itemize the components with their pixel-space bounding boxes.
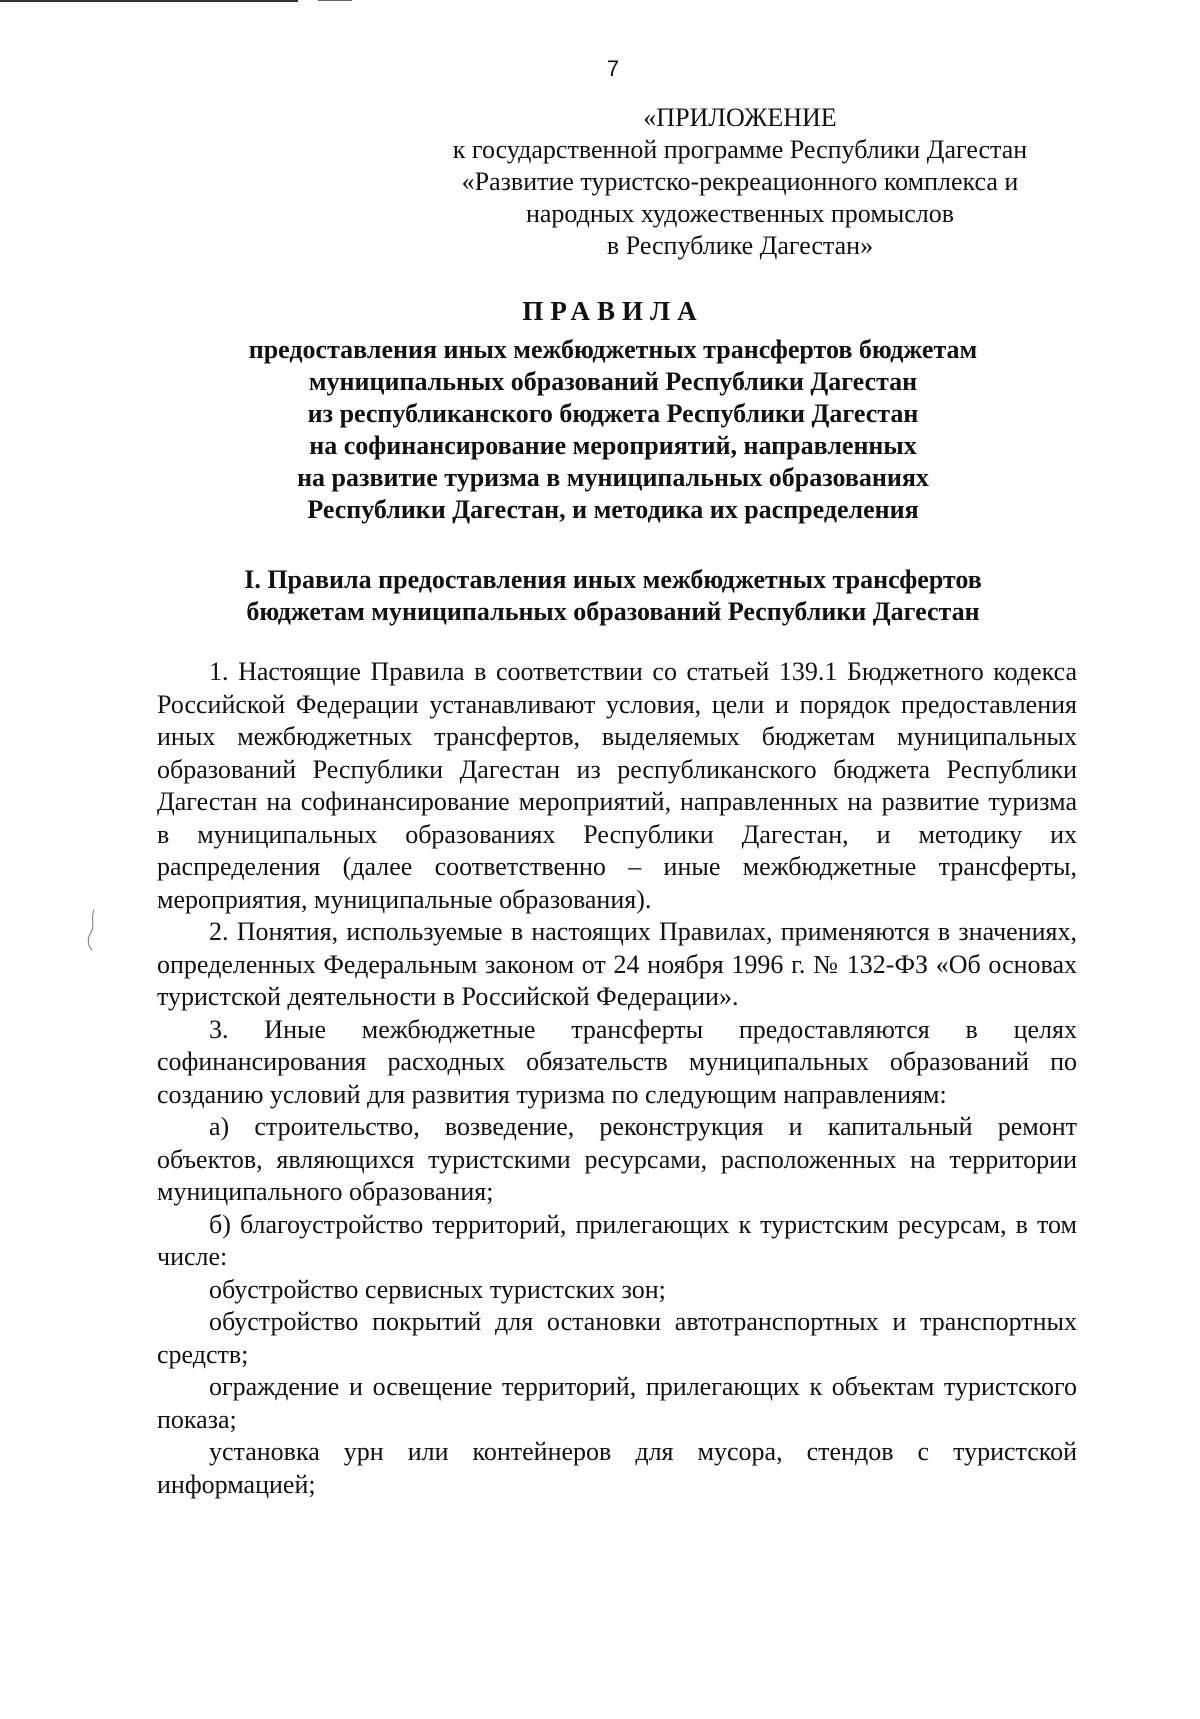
page-number: 7 xyxy=(606,56,620,81)
subtitle-line: предоставления иных межбюджетных трансфертов бюджетам xyxy=(248,335,978,364)
subtitle-line: на софинансирование мероприятий, направленных xyxy=(309,431,917,460)
paragraph: обустройство сервисных туристских зон; xyxy=(209,1274,666,1304)
subtitle-line: муниципальных образований Республики Дагестан xyxy=(308,367,918,396)
paragraph: б) благоустройство территорий, прилегающих к туристским ресурсам, в том числе: xyxy=(157,1209,1077,1271)
appendix-line: к государственной программе Республики Дагестан xyxy=(452,135,1028,164)
paragraph: обустройство покрытий для остановки автотранспортных и транспортных средств; xyxy=(157,1307,1077,1369)
scan-edge-mark xyxy=(318,0,352,1)
appendix-line: «Развитие туристско-рекреационного комплекса и xyxy=(461,167,1019,196)
subtitle-line: из республиканского бюджета Республики Дагестан xyxy=(307,399,919,428)
appendix-line: «ПРИЛОЖЕНИЕ xyxy=(643,103,837,132)
appendix-line: в Республике Дагестан» xyxy=(606,231,874,260)
paragraph: 1. Настоящие Правила в соответствии со статьей 139.1 Бюджетного кодекса Российской Федерации устанавливают условия, цели и порядок предоставления иных межбюджетных трансфертов, выделяемых бюджетам муниципальных образований Республики Дагестан из республиканского бюджета Республики Дагестан на софинансирование мероприятий, направленных на развитие туризма в муниципальных образованиях Республики Дагестан, и методику их распределения (далее соответственно – иные межбюджетные трансферты, мероприятия, муниципальные образования). xyxy=(157,657,1077,914)
section-title xyxy=(170,564,1056,628)
paragraph: 3. Иные межбюджетные трансферты предоставляются в целях софинансирования расходных обязательств муниципальных образований по созданию условий для развития туризма по следующим направлениям: xyxy=(157,1014,1077,1109)
paragraph: ограждение и освещение территорий, прилегающих к объектам туристского показа; xyxy=(157,1372,1077,1434)
paragraph: установка урн или контейнеров для мусора, стендов с туристской информацией; xyxy=(157,1437,1077,1499)
document-subtitle xyxy=(170,334,1056,526)
subtitle-line: Республики Дагестан, и методика их распределения xyxy=(307,495,919,524)
section-body xyxy=(157,656,1077,1501)
paragraph: а) строительство, возведение, реконструкция и капитальный ремонт объектов, являющихся туристскими ресурсами, расположенных на территории муниципального образования; xyxy=(157,1112,1077,1206)
section-title-line: I. Правила предоставления иных межбюджетных трансфертов xyxy=(244,565,982,594)
paragraph: 2. Понятия, используемые в настоящих Правилах, применяются в значениях, определенных Федеральным законом от 24 ноября 1996 г. № 132-ФЗ «Об основах туристской деятельности в Российской Федерации». xyxy=(157,917,1077,1011)
section-title-line: бюджетам муниципальных образований Республики Дагестан xyxy=(246,597,980,626)
margin-pen-mark xyxy=(84,908,98,952)
document-title: ПРАВИЛА xyxy=(522,296,704,326)
subtitle-line: на развитие туризма в муниципальных образованиях xyxy=(297,463,929,492)
appendix-header xyxy=(380,102,1100,262)
scan-edge-mark xyxy=(0,0,298,2)
appendix-line: народных художественных промыслов xyxy=(525,199,955,228)
